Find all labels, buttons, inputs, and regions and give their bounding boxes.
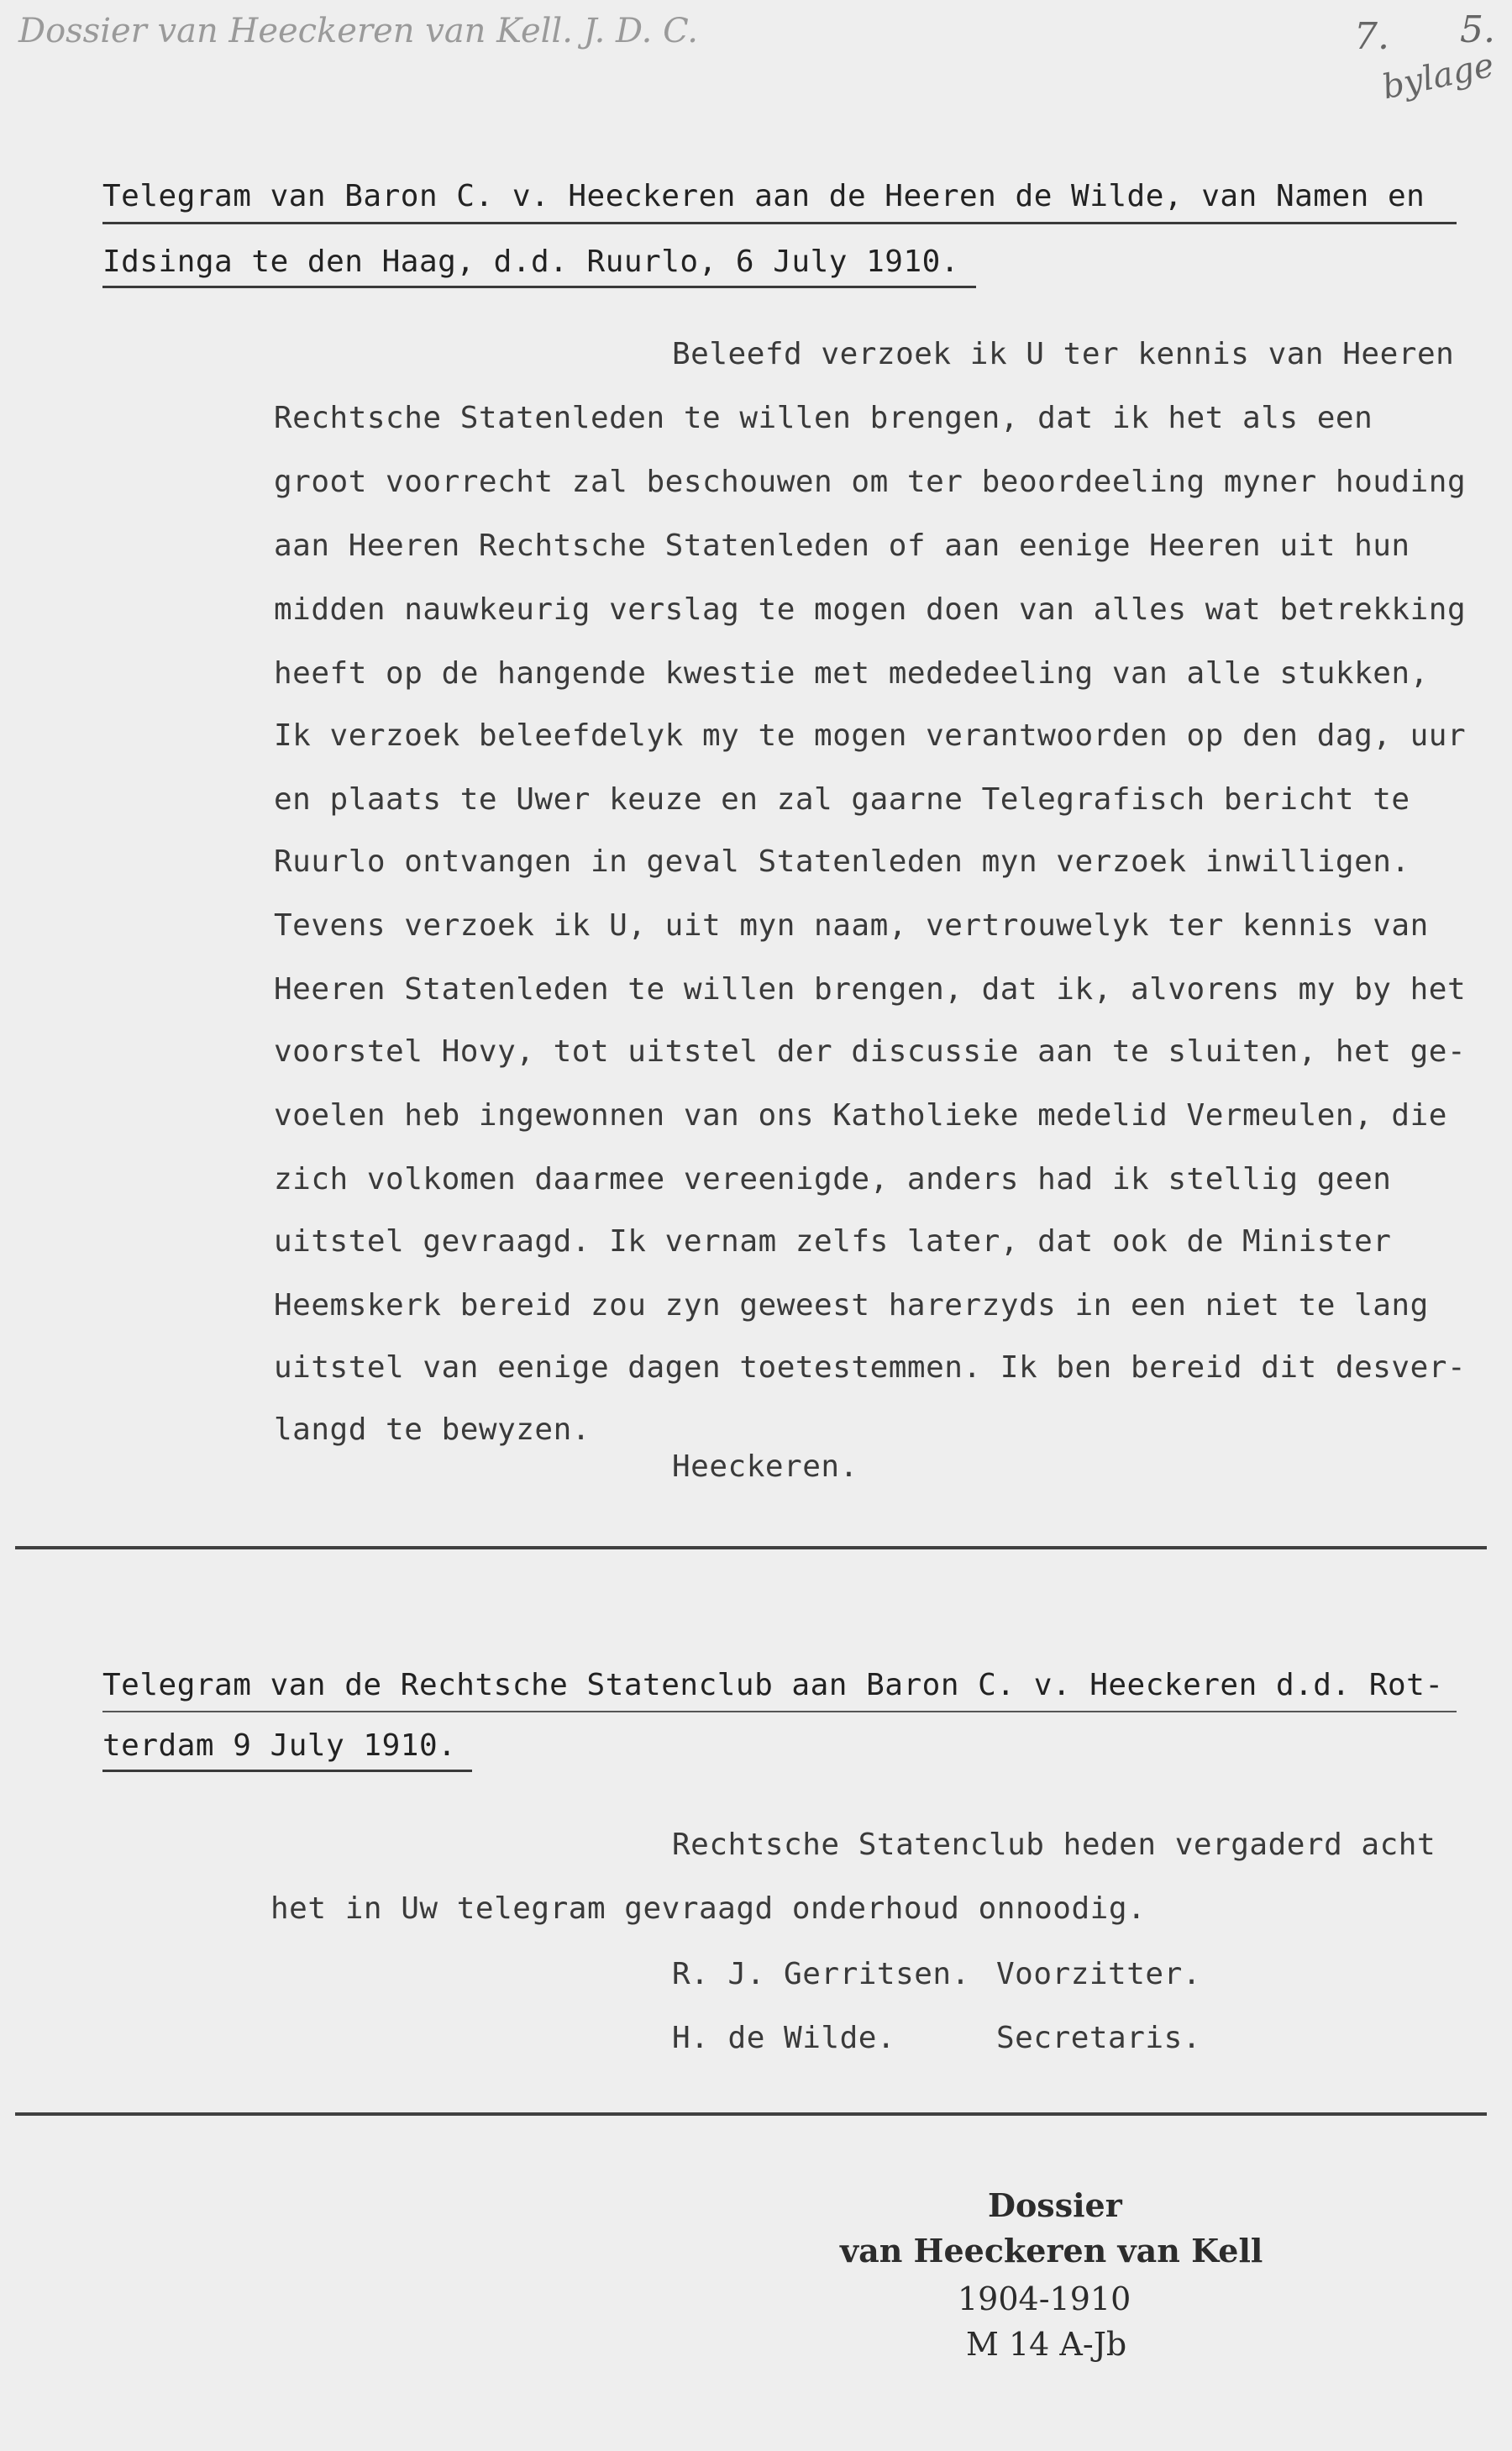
archive-stamp-title: Dossier xyxy=(988,2186,1122,2224)
signatory-name: H. de Wilde. xyxy=(672,2021,896,2055)
telegram1-body-line: Rechtsche Statenleden te willen brengen, dat ik het als een xyxy=(274,401,1373,435)
telegram1-body-line: Beleefd verzoek ik U ter kennis van Heeren xyxy=(672,337,1455,371)
signatory-role: Voorzitter. xyxy=(996,1957,1201,1991)
telegram1-body-line: uitstel gevraagd. Ik vernam zelfs later, dat ook de Minister xyxy=(274,1224,1392,1259)
telegram1-body-line: midden nauwkeurig verslag te mogen doen van alles wat betrekking xyxy=(274,592,1467,627)
telegram2-body-line: het in Uw telegram gevraagd onderhoud onnoodig. xyxy=(270,1891,1147,1926)
telegram2-heading-line2: terdam 9 July 1910. xyxy=(102,1728,457,1763)
archive-stamp-code: M 14 A-Jb xyxy=(966,2326,1127,2363)
telegram1-signature: Heeckeren. xyxy=(672,1449,858,1484)
telegram1-body-line: aan Heeren Rechtsche Statenleden of aan eenige Heeren uit hun xyxy=(274,529,1410,563)
telegram1-body-line: Tevens verzoek ik U, uit myn naam, vertrouwelyk ter kennis van xyxy=(274,908,1429,943)
telegram1-body-line: Ruurlo ontvangen in geval Statenleden myn verzoek inwilligen. xyxy=(274,844,1410,879)
handwritten-number-5: 5. xyxy=(1460,8,1495,51)
handwritten-number-7: 7. xyxy=(1354,15,1389,58)
archive-stamp-collection: van Heeckeren van Kell xyxy=(840,2232,1263,2270)
telegram1-body-line: Ik verzoek beleefdelyk my te mogen verantwoorden op den dag, uur xyxy=(274,718,1467,753)
telegram1-body-line: voorstel Hovy, tot uitstel der discussie aan te sluiten, het ge- xyxy=(274,1034,1467,1069)
telegram1-body-line: zich volkomen daarmee vereenigde, anders had ik stellig geen xyxy=(274,1162,1392,1197)
telegram1-body-line: voelen heb ingewonnen van ons Katholieke medelid Vermeulen, die xyxy=(274,1098,1447,1133)
handwritten-bylage: bylage xyxy=(1378,45,1498,108)
section-separator xyxy=(15,2112,1487,2116)
telegram1-heading-line1: Telegram van Baron C. v. Heeckeren aan de Heeren de Wilde, van Namen en xyxy=(102,179,1425,213)
section-separator xyxy=(15,1546,1487,1549)
telegram1-heading-line2: Idsinga te den Haag, d.d. Ruurlo, 6 July 1910. xyxy=(102,245,959,279)
telegram2-heading-line1: Telegram van de Rechtsche Statenclub aan Baron C. v. Heeckeren d.d. Rot- xyxy=(102,1668,1444,1702)
archive-stamp-years: 1904-1910 xyxy=(958,2280,1131,2317)
heading-underline xyxy=(102,1770,472,1772)
telegram1-body-line: groot voorrecht zal beschouwen om ter beoordeeling myner houding xyxy=(274,465,1467,499)
telegram1-body-line: langd te bewyzen. xyxy=(274,1412,591,1447)
heading-underline xyxy=(102,286,976,288)
telegram1-body-line: Heeren Statenleden te willen brengen, dat ik, alvorens my by het xyxy=(274,972,1467,1007)
signatory-role: Secretaris. xyxy=(996,2021,1201,2055)
heading-underline xyxy=(102,222,1457,224)
telegram1-body-line: en plaats te Uwer keuze en zal gaarne Telegrafisch bericht te xyxy=(274,782,1410,817)
telegram1-body-line: Heemskerk bereid zou zyn geweest harerzyds in een niet te lang xyxy=(274,1288,1429,1323)
telegram1-body-line: uitstel van eenige dagen toetestemmen. Ik ben bereid dit desver- xyxy=(274,1350,1467,1385)
telegram1-body-line: heeft op de hangende kwestie met mededeeling van alle stukken, xyxy=(274,656,1429,691)
signatory-name: R. J. Gerritsen. xyxy=(672,1957,970,1991)
handwritten-archive-note: Dossier van Heeckeren van Kell. J. D. C. xyxy=(18,12,698,50)
telegram2-body-line: Rechtsche Statenclub heden vergaderd acht xyxy=(672,1828,1436,1862)
heading-underline xyxy=(102,1711,1457,1712)
